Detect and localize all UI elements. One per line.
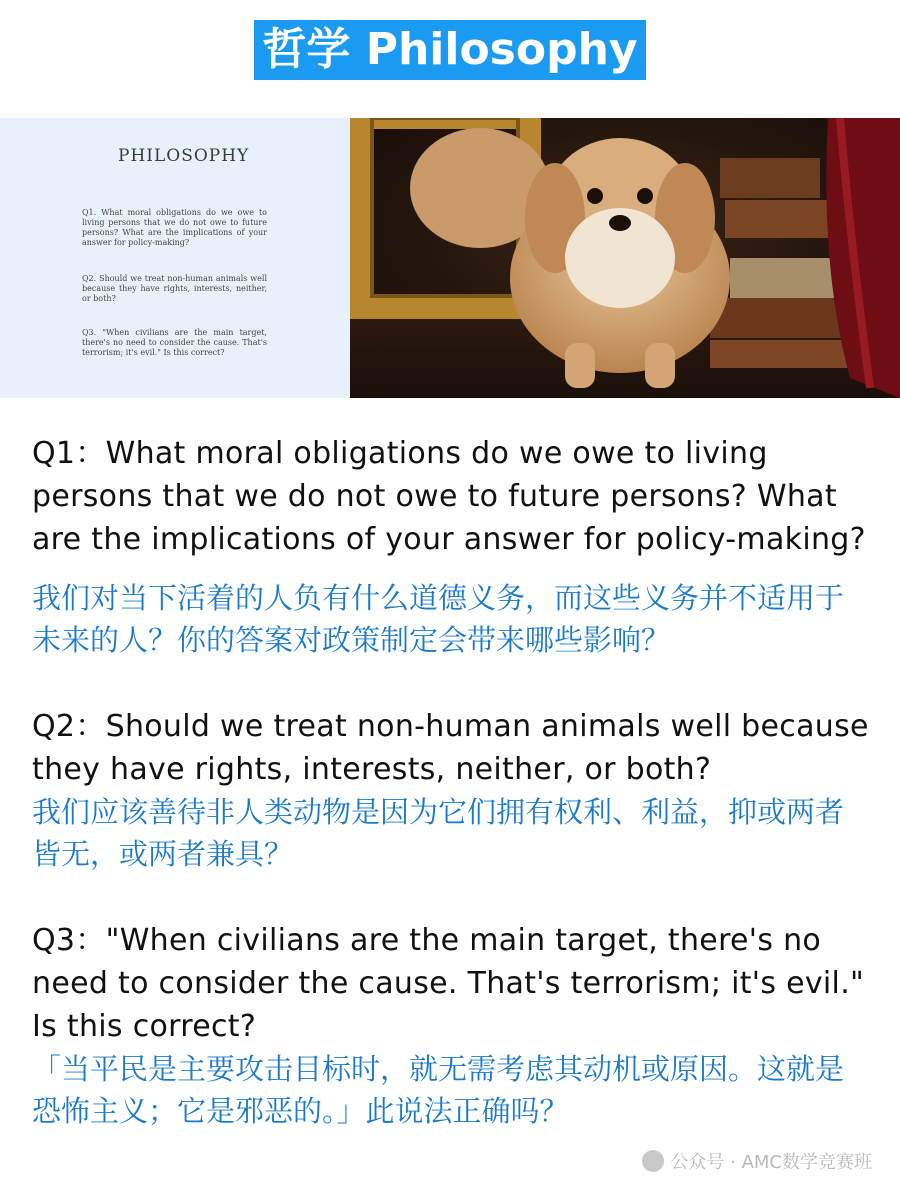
banner-image: [0, 118, 900, 398]
watermark: [642, 1148, 872, 1174]
question-3-chinese: 「当平民是主要攻击目标时，就无需考虑其动机或原因。这就是恐怖主义；它是邪恶的。」此说法正确吗？: [32, 1052, 845, 1128]
question-1-chinese: 我们对当下活着的人负有什么道德义务，而这些义务并不适用于未来的人？你的答案对政策制定会带来哪些影响？: [32, 581, 845, 657]
slide-question-3: Q3. "When civilians are the main target, there's no need to consider the cause. That's terrorism; it's evil." Is this correct?: [82, 328, 267, 357]
question-2-english: Q2：Should we treat non-human animals well because they have rights, interests, neither, or both?: [32, 709, 869, 787]
question-list: [32, 432, 872, 1132]
wechat-icon: [642, 1150, 664, 1172]
slide-question-1: Q1. What moral obligations do we owe to living persons that we do not owe to future persons? What are the implications of your answer for policy-making?: [82, 208, 267, 247]
slide-question-2: Q2. Should we treat non-human animals well because they have rights, interests, neither, or both?: [82, 274, 267, 303]
question-2-chinese: 我们应该善待非人类动物是因为它们拥有权利、利益，抑或两者皆无，或两者兼具？: [32, 795, 845, 871]
question-block-2: [32, 705, 872, 875]
title-wrap: [0, 20, 900, 80]
question-3-english: Q3："When civilians are the main target, there's no need to consider the cause. That's terrorism; it's evil." Is this correct?: [32, 923, 865, 1044]
slide-thumbnail: [0, 118, 350, 398]
question-block-1: [32, 432, 872, 661]
slide-heading: PHILOSOPHY: [118, 146, 250, 166]
puppy-photo: [350, 118, 900, 398]
question-block-3: [32, 919, 872, 1132]
question-1-english: Q1：What moral obligations do we owe to living persons that we do not owe to future persons? What are the implications of your answer for policy-making?: [32, 436, 866, 557]
page-title: 哲学 Philosophy: [254, 20, 645, 80]
watermark-text: 公众号 · AMC数学竞赛班: [670, 1152, 872, 1173]
